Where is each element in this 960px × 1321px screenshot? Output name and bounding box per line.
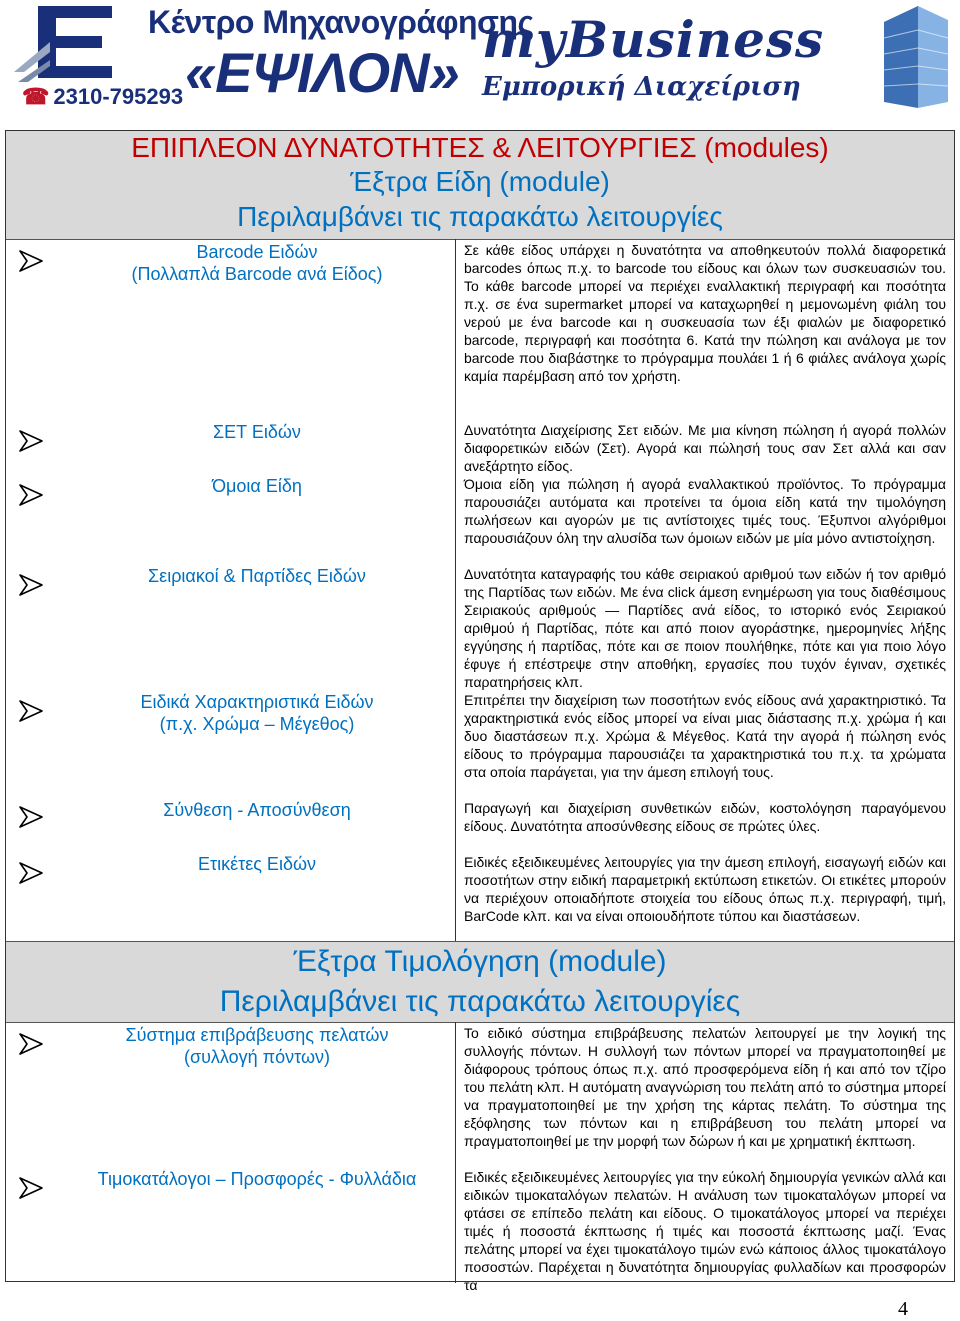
feature-name: Σύστημα επιβράβευσης πελατών (συλλογή πόντων) (125, 1025, 389, 1067)
section-title: ΕΠΙΠΛΕΟΝ ΔΥΝΑΤΟΤΗΤΕΣ & ΛΕΙΤΟΥΡΓΙΕΣ (modules) (131, 132, 829, 163)
arrow-bullet-icon (18, 699, 44, 723)
module-includes: Περιλαμβάνει τις παρακάτω λειτουργίες (237, 201, 723, 232)
feature-name: Σύνθεση - Αποσύνθεση (163, 800, 351, 820)
arrow-bullet-icon (18, 1032, 44, 1056)
phone-number: ☎ 2310-795293 (22, 84, 184, 109)
feature-description: Σε κάθε είδος υπάρχει η δυνατότητα να αποθηκευτούν πολλά διαφορετικά barcodes όπως π.χ. το barcode του είδους και όλων των συσκευασιών του. Το κάθε barcode μπορεί να περιέχει εναλλακτική περιγραφή και ποσότητα π.χ. σε ένα supermarket μπορεί να καταχωρηθεί η μεμονωμένη φιάλη του νερού με ένα barcode και η συσκευασία των έξι φιαλών με διαφορετικό barcode, περιγραφή και ποσότητα 6. Κατά την πώληση και ανάλογα με τον barcode που διαβάστηκε το πρόγραμμα πουλάει 1 ή 6 φιάλες ανάλογα χωρίς καμία παρέμβαση από τον χρήστη. (464, 242, 946, 384)
arrow-bullet-icon (18, 1176, 44, 1200)
feature-description: Δυνατότητα καταγραφής του κάθε σειριακού αριθμού των ειδών ή τον αριθμό της Παρτίδας των ειδών. Με ένα click άμεση ενημέρωση για τους διαθέσιμους Σειριακούς αριθμούς — Παρτίδες ανά είδος, το ιστορικό ενός Σειριακού αριθμού ή Παρτίδας, πότε και από ποιον αγοράστηκε, ημερομηνίες λήξης εγγύησης ή παρτίδας, πότε και σε ποιον πουλήθηκε, πότε και για ποιο λόγο έφυγε ή επέστρεψε στην αποθήκη, εργασίες που τυχόν έγιναν, σχετικές παρατηρήσεις κλπ. (464, 566, 946, 690)
arrow-bullet-icon (18, 429, 44, 453)
feature-name: Ειδικά Χαρακτηριστικά Ειδών (π.χ. Χρώμα – Μέγεθος) (140, 692, 374, 734)
module-title: Έξτρα Τιμολόγηση (module) (293, 945, 667, 978)
page-header (0, 0, 960, 112)
column-divider (455, 1022, 456, 1283)
feature-description: Παραγωγή και διαχείριση συνθετικών ειδών, κοστολόγηση παραγόμενου είδους. Δυνατότητα αποσύνθεσης είδους σε πρώτες ύλες. (464, 800, 946, 834)
arrow-bullet-icon (18, 861, 44, 885)
arrow-bullet-icon (18, 483, 44, 507)
feature-name: Όμοια Είδη (212, 476, 302, 496)
building-icon (876, 2, 954, 110)
section2-header (6, 941, 954, 1023)
feature-description: Ειδικές εξειδικευμένες λειτουργίες για την εύκολή δημιουργία γενικών αλλά και ειδικών τιμοκαταλόγων πελατών. Η ανάλυση των τιμοκαταλόγων μπορεί να φτάσει σε επίπεδο πελάτη και είδους. Ο τιμοκατάλογος μπορεί να περιέχει τιμές ή ποσοστά έκπτωσης ή τιμές και ποσοστά έκπτωσης μαζί. Ένας πελάτης μπορεί να έχει τιμοκατάλογο τιμών ενώ κάποιος άλλος τιμοκατάλογο ποσοστών. Παρέχεται η δυνατότητα δημιουργίας φυλλαδίων και προσφορών τα (464, 1169, 946, 1293)
modules-table (5, 130, 955, 1293)
column-divider (455, 239, 456, 944)
product-subtitle: Εμπορική Διαχείριση (482, 72, 801, 102)
section1-header (6, 131, 954, 240)
phone-icon: ☎ (22, 84, 50, 109)
feature-description: Το ειδικό σύστημα επιβράβευσης πελατών λειτουργεί με την λογική της συλλογής πόντων. Η συλλογή των πόντων μπορεί να πραγματοποιηθεί με διάφορους τρόπους όπως π.χ. από προσφερόμενα είδη ή και από τον τζίρο του πελάτη κλπ. Η αυτόματη αναγνώριση του πελάτη από το σύστημα μπορεί να πραγματοποιηθεί με την χρήση της κάρτας πελάτη. Το σύστημα της εξόφλησης των πόντων και η επιβράβευση του πελάτη μπορεί να πραγματοποιηθεί με την μορφή των δώρων ή και με χρηματική έκπτωση. (464, 1025, 946, 1149)
brand-name: «ΕΨΙΛΟΝ» (185, 41, 459, 104)
module-includes: Περιλαμβάνει τις παρακάτω λειτουργίες (219, 985, 741, 1018)
feature-description: Ειδικές εξειδικευμένες λειτουργίες για την άμεση επιλογή, εισαγωγή ειδών και ποσοτήτων στην ειδική παραμετρική εκτύπωση ετικετών. Οι ετικέτες μπορούν να περιέχουν οποιαδήποτε στοιχεία του είδους όπως π.χ. περιγραφή, τιμή, BarCode κλπ. και να είναι οποιουδήποτε τύπου και διαστάσεων. (464, 854, 946, 924)
feature-name: Barcode Ειδών (Πολλαπλά Barcode ανά Είδος) (131, 242, 383, 284)
company-name: Κέντρο Μηχανογράφησης (148, 4, 534, 40)
feature-description: Όμοια είδη για πώληση ή αγορά εναλλακτικού προϊόντος. Το πρόγραμμα παρουσιάζει αυτόματα και προτείνει τα όμοια είδη κατά την τιμολόγηση πωλήσεων και αγορών με τις αντίστοιχες τιμές τους. Έξυπνοι αλγόριθμοι παρουσιάζουν όλη την αλυσίδα των όμοιων ειδών με μία μόνο αντιστοίχηση. (464, 476, 946, 546)
arrow-bullet-icon (18, 805, 44, 829)
feature-name: Σειριακοί & Παρτίδες Ειδών (148, 566, 366, 586)
module-title: Έξτρα Είδη (module) (350, 166, 610, 197)
feature-name: ΣΕΤ Ειδών (213, 422, 301, 442)
feature-name: Τιμοκατάλογοι – Προσφορές - Φυλλάδια (97, 1169, 417, 1189)
product-name: myBusiness (482, 10, 825, 69)
epsilon-logo-icon (10, 2, 140, 84)
arrow-bullet-icon (18, 573, 44, 597)
feature-description: Δυνατότητα Διαχείρισης Σετ ειδών. Με μια κίνηση πώληση ή αγορά πολλών διαφορετικών ειδών (Σετ). Αγορά και πώλησή τους σαν Σετ αλλά και σαν ανεξάρτητο είδος. (464, 422, 946, 474)
page-number: 4 (898, 1298, 908, 1320)
arrow-bullet-icon (18, 249, 44, 273)
feature-name: Ετικέτες Ειδών (197, 854, 317, 874)
feature-description: Επιτρέπει την διαχείριση των ποσοτήτων ενός είδους ανά χαρακτηριστικό. Τα χαρακτηριστικά ενός είδος μπορεί να είναι μιας διάστασης π.χ. χρώμα ή και δυο διαστάσεων π.χ. Χρώμα & Μέγεθος. Κατά την αγορά ή πώληση ενός είδους το πρόγραμμα παρουσιάζει τα χαρακτηριστικά του π.χ. τα χρώματα στα οποία παράγεται, για την άμεση επιλογή τους. (464, 692, 946, 780)
